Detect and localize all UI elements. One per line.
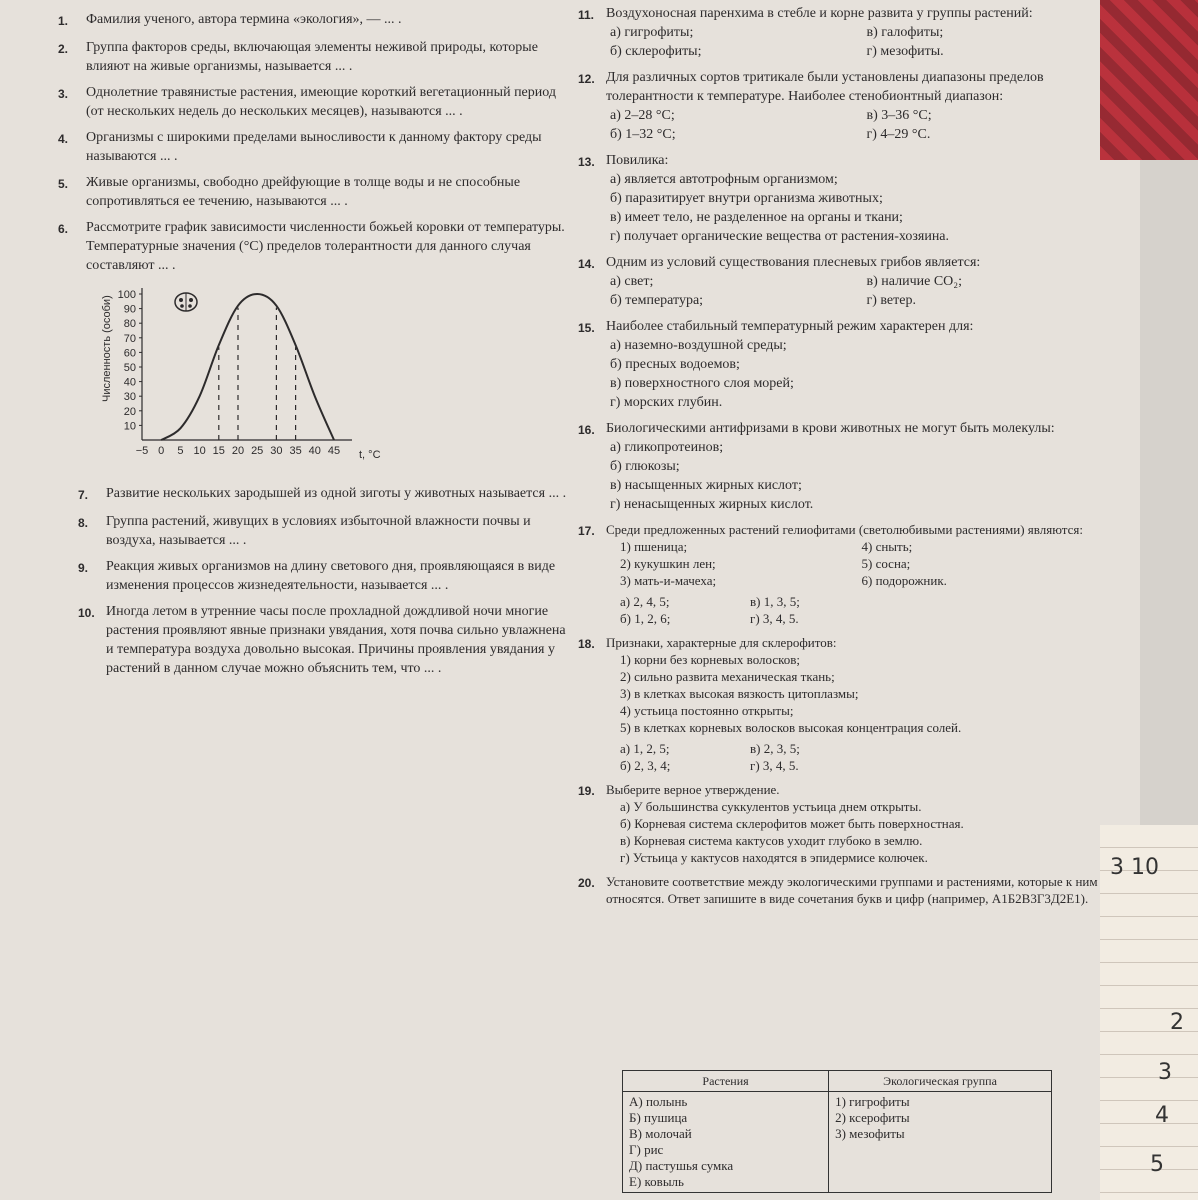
question-16: 16. Биологическими антифризами в крови животных не могут быть молекулы: а) гликопротеинов; б) глюкозы; в) насыщенных жирных кислот; г) ненасыщенных жирных кислот. (578, 419, 1103, 514)
ecological-groups-table (622, 1070, 1052, 1193)
option-g: г) 3, 4, 5. (750, 611, 799, 626)
plant-item: Е) ковыль (629, 1174, 684, 1189)
plants-cell (623, 1092, 829, 1193)
table-header-plants: Растения (623, 1071, 829, 1092)
group-item: 1) гигрофиты (835, 1094, 910, 1109)
option-v: в) наличие CO₂; (866, 274, 963, 289)
option-b: б) пресных водоемов; (610, 357, 740, 372)
item-1: 1) пшеница; (620, 539, 688, 554)
option-v: в) галофиты; (866, 25, 944, 40)
plant-item: Г) рис (629, 1142, 664, 1157)
x-tick-label: 35 (289, 445, 302, 457)
option-b: б) глюкозы; (610, 459, 680, 474)
question-18: 18. Признаки, характерные для склерофитов: 1) корни без корневых волосков; 2) сильно развита механическая ткань; 3) в клетках высокая вязкость цитоплазмы; 4) устьица постоянно открыты; 5) в клетках корневых волосков высокая концентрация солей. а) 1, 2, 5; в) 2, 3, 5; б) 2, 3, 4; г) 3, 4, 5. (578, 634, 1103, 774)
x-tick-label: 25 (251, 445, 264, 457)
x-tick-label: 45 (327, 445, 341, 457)
option-b: б) 1, 2, 6; (620, 611, 671, 626)
option-g: г) морских глубин. (610, 395, 723, 410)
item-5: 5) сосна; (861, 556, 911, 571)
y-tick-label: 20 (123, 405, 136, 418)
x-tick-label: 5 (177, 445, 184, 457)
question-14: 14. Одним из условий существования плесневых грибов является: а) свет; в) наличие CO₂; б) температура; г) ветер. (578, 253, 1103, 310)
item-4: 4) сныть; (861, 539, 913, 554)
y-tick-label: 40 (123, 376, 136, 389)
option-a: а) гигрофиты; (610, 25, 694, 40)
question-8: 8. Группа растений, живущих в условиях избыточной влажности почвы и воздуха, называется ... . (78, 514, 531, 548)
option-b: б) 1–32 °С; (610, 127, 676, 142)
option-b: б) Корневая система склерофитов может быть поверхностная. (620, 816, 964, 831)
plant-item: В) молочай (629, 1126, 692, 1141)
y-tick-label: 80 (123, 318, 136, 331)
x-tick-label: 30 (270, 445, 283, 457)
option-a: а) гликопротеинов; (610, 440, 724, 455)
y-tick-label: 60 (123, 347, 136, 360)
option-g: г) ветер. (866, 293, 916, 308)
y-tick-label: 10 (123, 420, 136, 433)
item-3: 3) в клетках высокая вязкость цитоплазмы; (620, 686, 859, 701)
option-v: в) насыщенных жирных кислот; (610, 478, 802, 493)
tolerance-chart (94, 282, 394, 472)
question-17: 17. Среди предложенных растений гелиофитами (светолюбивыми растениями) являются: 1) пшеница; 4) сныть; 2) кукушкин лен; 5) сосна; 3) мать-и-мачеха; 6) подорожник. а) 2, 4, 5; в) 1, 3, 5; б) 1, 2, 6; г) 3, 4, 5. (578, 521, 1103, 627)
x-tick-label: 10 (193, 445, 206, 457)
question-20: 20. Установите соответствие между экологическими группами и растениями, которые к ним относятся. Ответ запишите в виде сочетания букв и цифр (например, А1Б2В3Г3Д2Е1). (578, 874, 1098, 906)
option-b: б) температура; (610, 293, 704, 308)
x-tick-label: −5 (135, 445, 149, 457)
right-column (578, 4, 1103, 914)
option-a: а) наземно-воздушной среды; (610, 338, 787, 353)
y-tick-label: 100 (117, 289, 136, 301)
option-g: г) ненасыщенных жирных кислот. (610, 497, 814, 512)
notebook-mark: 4 (1155, 1103, 1169, 1128)
y-tick-label: 70 (123, 332, 136, 345)
item-1: 1) корни без корневых волосков; (620, 652, 801, 667)
plant-item: Б) пушица (629, 1110, 688, 1125)
option-v: в) 2, 3, 5; (750, 741, 800, 756)
question-6: 6. Рассмотрите график зависимости численности божьей коровки от температуры. Температурные значения (°С) пределов толерантности для данного случая составляют ... . (58, 220, 565, 273)
ladybug-icon (175, 293, 197, 311)
notebook-edge (1100, 825, 1198, 1200)
option-v: в) 3–36 °С; (866, 108, 932, 123)
left-column (58, 10, 568, 685)
option-g: г) 4–29 °С. (866, 127, 931, 142)
question-4: 4. Организмы с широкими пределами выносливости к данному фактору среды называются ... . (58, 130, 542, 164)
question-2: 2. Группа факторов среды, включающая элементы неживой природы, которые влияют на живые организмы, называется ... . (58, 40, 538, 74)
notebook-mark: 3 10 (1110, 855, 1159, 880)
x-tick-label: 20 (231, 445, 245, 457)
question-11: 11. Воздухоносная паренхима в стебле и корне развита у группы растений: а) гигрофиты; в) галофиты; б) склерофиты; г) мезофиты. (578, 4, 1103, 61)
notebook-mark: 5 (1150, 1152, 1164, 1177)
x-tick-label: 0 (158, 445, 165, 457)
plant-item: А) полынь (629, 1094, 688, 1109)
question-13: 13. Повилика: а) является автотрофным организмом; б) паразитирует внутри организма животных; в) имеет тело, не разделенное на органы и ткани; г) получает органические вещества от растения-хозяина. (578, 151, 1103, 246)
question-3: 3. Однолетние травянистые растения, имеющие короткий вегетационный период (от нескольких недель до нескольких месяцев), называются ... . (58, 85, 556, 119)
tolerance-chart-svg (94, 282, 394, 472)
group-item: 2) ксерофиты (835, 1110, 910, 1125)
option-a: а) является автотрофным организмом; (610, 172, 838, 187)
option-g: г) мезофиты. (866, 44, 944, 59)
item-4: 4) устьица постоянно открыты; (620, 703, 794, 718)
y-axis-label: Численность (особи) (101, 295, 113, 402)
question-1: 1. Фамилия ученого, автора термина «экология», — ... . (58, 12, 402, 28)
x-axis-label: t, °C (359, 449, 381, 461)
y-tick-label: 30 (123, 391, 136, 404)
notebook-mark: 3 (1158, 1060, 1172, 1085)
plant-item: Д) пастушья сумка (629, 1158, 734, 1173)
population-curve (161, 294, 334, 440)
option-a: а) 2–28 °С; (610, 108, 675, 123)
question-15: 15. Наиболее стабильный температурный режим характерен для: а) наземно-воздушной среды; б) пресных водоемов; в) поверхностного слоя морей; г) морских глубин. (578, 317, 1103, 412)
notebook-mark: 2 (1170, 1010, 1184, 1035)
option-a: а) свет; (610, 274, 654, 289)
item-2: 2) сильно развита механическая ткань; (620, 669, 835, 684)
option-a: а) У большинства суккулентов устьица днем открыты. (620, 799, 922, 814)
question-9: 9. Реакция живых организмов на длину светового дня, проявляющаяся в виде изменения процессов жизнедеятельности, называется ... . (78, 559, 556, 593)
x-tick-label: 40 (308, 445, 321, 457)
item-3: 3) мать-и-мачеха; (620, 573, 717, 588)
option-a: а) 2, 4, 5; (620, 594, 670, 609)
red-fabric-decoration (1100, 0, 1198, 160)
option-a: а) 1, 2, 5; (620, 741, 670, 756)
y-tick-label: 90 (123, 303, 136, 316)
x-tick-label: 15 (212, 445, 225, 457)
option-v: в) Корневая система кактусов уходит глубоко в землю. (620, 833, 923, 848)
option-g: г) 3, 4, 5. (750, 758, 799, 773)
option-v: в) имеет тело, не разделенное на органы и ткани; (610, 210, 903, 225)
option-g: г) получает органические вещества от растения-хозяина. (610, 229, 950, 244)
question-5: 5. Живые организмы, свободно дрейфующие в толще воды и не способные сопротивляться ее течению, называются ... . (58, 175, 521, 209)
option-v: в) 1, 3, 5; (750, 594, 800, 609)
question-10: 10. Иногда летом в утренние часы после прохладной дождливой ночи многие растения проявляют явные признаки увядания, хотя почва сильно увлажнена и температура воздуха довольно высокая. Причины проявления увядания у растений в данном случае можно объяснить тем, что ... . (78, 604, 566, 676)
option-b: б) 2, 3, 4; (620, 758, 671, 773)
option-b: б) склерофиты; (610, 44, 702, 59)
question-12: 12. Для различных сортов тритикале были установлены диапазоны пределов толерантности к температуре. Наиболее стенобионтный диапазон: а) 2–28 °С; в) 3–36 °С; б) 1–32 °С; г) 4–29 °С. (578, 68, 1103, 144)
group-item: 3) мезофиты (835, 1126, 905, 1141)
question-7: 7. Развитие нескольких зародышей из одной зиготы у животных называется ... . (78, 486, 567, 502)
question-19: 19. Выберите верное утверждение. а) У большинства суккулентов устьица днем открыты. б) Корневая система склерофитов может быть поверхностная. в) Корневая система кактусов уходит глубоко в землю. г) Устьица у кактусов находятся в эпидермисе колючек. (578, 781, 1103, 866)
table-header-group: Экологическая группа (829, 1071, 1052, 1092)
groups-cell (829, 1092, 1052, 1193)
option-g: г) Устьица у кактусов находятся в эпидермисе колючек. (620, 850, 928, 865)
item-5: 5) в клетках корневых волосков высокая концентрация солей. (620, 720, 962, 735)
item-2: 2) кукушкин лен; (620, 556, 716, 571)
y-tick-label: 50 (123, 362, 136, 374)
item-6: 6) подорожник. (861, 573, 947, 588)
option-v: в) поверхностного слоя морей; (610, 376, 794, 391)
option-b: б) паразитирует внутри организма животных; (610, 191, 883, 206)
